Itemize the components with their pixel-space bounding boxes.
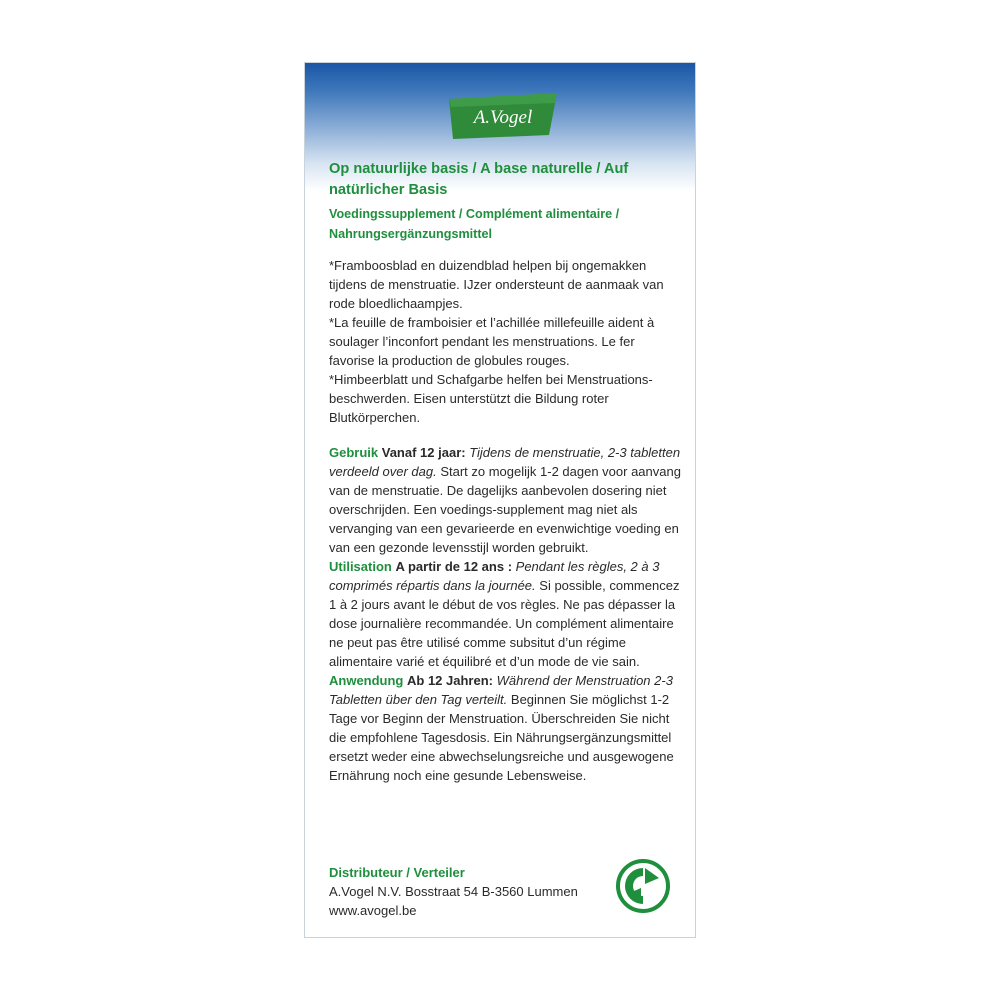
distributor-label: Distributeur / Verteiler (329, 865, 465, 880)
green-dot-recycle-icon (615, 858, 671, 914)
usage-nl (329, 443, 681, 557)
usage-fr-age: A partir de 12 ans : (395, 559, 513, 574)
usage-nl-text: Start zo mogelijk 1-2 dagen voor aanvang van de menstruatie. De dagelijks aanbevolen dosering niet overschrijden. Een voedings-supplement mag niet als vervanging van een gevarieerde en evenwichtige voeding en van een gezonde levensstijl worden gebruikt. (329, 464, 681, 555)
usage-fr-text: Si possible, commencez 1 à 2 jours avant le début de vos règles. Ne pas dépasser la dose journalière recommandée. Un complément alimentaire ne peut pas être utilisé comme subsitut d’un régime alimentaire varié et équilibré et d’un mode de vie sain. (329, 578, 680, 669)
usage-fr-dose: Pendant les règles, 2 à 3 comprimés répartis dans la journée. (329, 559, 660, 593)
usage-nl-label: Gebruik (329, 445, 379, 460)
usage-de (329, 671, 681, 785)
claims-section (329, 256, 681, 427)
usage-fr-label: Utilisation (329, 559, 392, 574)
claim-nl: *Framboosblad en duizendblad helpen bij ongemakken tijdens de menstruatie. IJzer ondersteunt de aanmaak van rode bloedlichaampjes. (329, 258, 664, 311)
distributor-website: www.avogel.be (329, 903, 417, 918)
package-panel (304, 62, 696, 938)
usage-nl-dose: Tijdens de menstruatie, 2-3 tabletten verdeeld over dag. (329, 445, 681, 479)
claim-de: *Himbeerblatt und Schafgarbe helfen bei Menstruations-beschwerden. Eisen unterstützt die Bildung roter Blutkörperchen. (329, 372, 653, 425)
page-title: Op natuurlijke basis / A base naturelle / Auf natürlicher Basis (329, 161, 629, 198)
logo-text: A.Vogel (473, 107, 533, 128)
claim-fr: *La feuille de framboisier et l’achillée millefeuille aident à soulager l’inconfort pendant les menstruations. Le fer favorise la production de globules rouges. (329, 315, 655, 368)
usage-section (329, 443, 681, 785)
usage-de-dose: Während der Menstruation 2-3 Tabletten über den Tag verteilt. (329, 673, 673, 707)
avogel-logo (443, 91, 563, 141)
distributor-section (329, 863, 629, 920)
distributor-address: A.Vogel N.V. Bosstraat 54 B-3560 Lummen (329, 884, 578, 899)
usage-nl-age: Vanaf 12 jaar: (381, 445, 466, 460)
usage-de-text: Beginnen Sie möglichst 1-2 Tage vor Beginn der Menstruation. Überschreiden Sie nicht die empfohlene Tagesdosis. Ein Nährungsergänzungsmittel ersetzt weder eine abwechselungsreiche und ausgewogene Ernährung noch eine gesunde Lebensweise. (329, 692, 674, 783)
usage-de-label: Anwendung (329, 673, 404, 688)
usage-de-age: Ab 12 Jahren: (407, 673, 493, 688)
main-content (329, 159, 681, 785)
product-category: Voedingssupplement / Complément alimentaire / Nahrungsergänzungsmittel (329, 207, 620, 241)
usage-fr (329, 557, 681, 671)
